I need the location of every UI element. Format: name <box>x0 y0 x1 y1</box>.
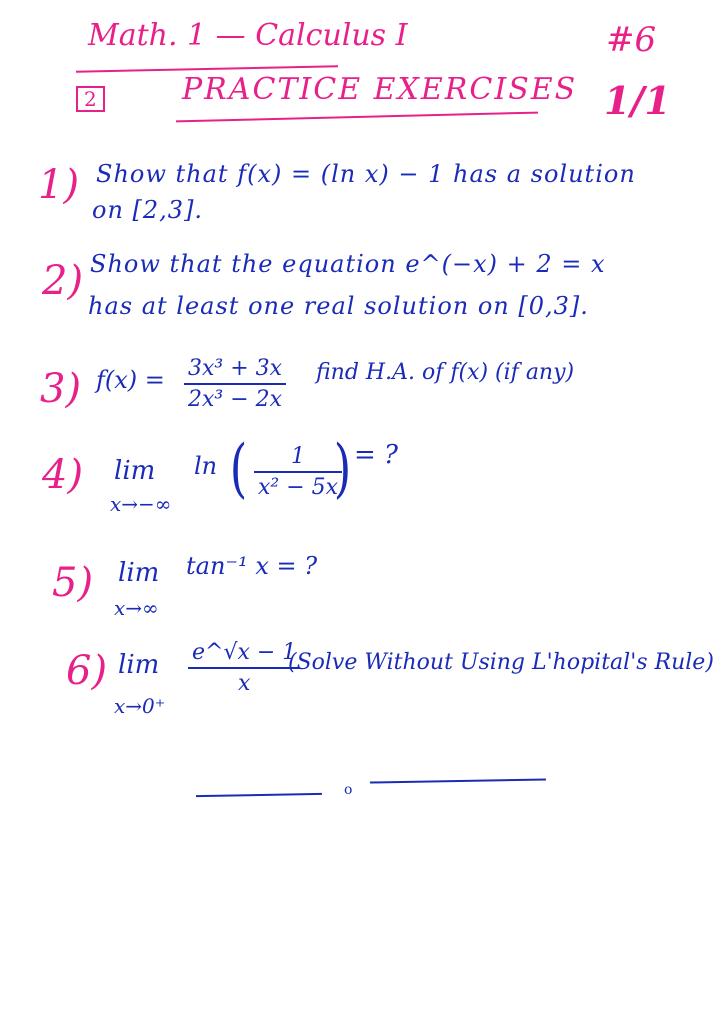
question-6-denominator: x <box>237 671 251 696</box>
question-3-number: 3) <box>40 366 82 412</box>
question-5-expression: tan⁻¹ x = ? <box>186 552 318 580</box>
question-6-fraction <box>188 640 300 696</box>
footer-divider-dot: o <box>344 782 353 798</box>
question-3-lhs: f(x) = <box>96 366 165 394</box>
question-4-denominator: x² − 5x <box>258 475 339 500</box>
left-parenthesis: ( <box>229 432 248 506</box>
question-3-numerator: 3x³ + 3x <box>188 356 283 381</box>
fraction-bar <box>184 383 286 385</box>
question-4-function: ln <box>194 452 218 480</box>
question-6-lim: lim <box>118 650 160 680</box>
footer-divider-left <box>196 793 322 797</box>
footer-divider-right <box>370 778 546 783</box>
question-6-limit-subscript: x→0⁺ <box>114 694 166 718</box>
page-title: PRACTICE EXERCISES <box>182 72 578 107</box>
fraction-bar <box>188 667 300 669</box>
question-4-fraction <box>254 444 342 500</box>
question-3-fraction <box>184 356 286 412</box>
exercise-number: #6 <box>606 20 657 60</box>
question-6-numerator: e^√x − 1 <box>192 640 297 665</box>
fraction-bar <box>254 471 342 473</box>
question-1-number: 1) <box>38 162 80 208</box>
question-1-text-line-2: on [2,3]. <box>92 196 204 224</box>
question-4-tail: = ? <box>354 440 398 470</box>
question-3-instruction: find H.A. of f(x) (if any) <box>316 360 575 385</box>
question-2-text-line-1: Show that the equation e^(−x) + 2 = x <box>90 250 606 278</box>
question-5-limit-subscript: x→∞ <box>114 596 159 620</box>
question-5-lim: lim <box>118 558 160 588</box>
question-1-text-line-1: Show that f(x) = (ln x) − 1 has a solution <box>96 160 636 188</box>
question-4-lim: lim <box>114 456 156 486</box>
title-underline <box>176 112 538 123</box>
box-number: 2 <box>76 86 105 112</box>
question-5-number: 5) <box>52 560 94 606</box>
course-title: Math. 1 — Calculus I <box>88 18 408 53</box>
question-2-number: 2) <box>42 258 84 304</box>
right-parenthesis: ) <box>333 432 352 506</box>
page-indicator: 1/1 <box>604 78 671 123</box>
question-4-numerator: 1 <box>291 444 306 469</box>
question-2-text-line-2: has at least one real solution on [0,3]. <box>88 292 589 320</box>
question-6-note: (Solve Without Using L'hopital's Rule) <box>288 650 714 675</box>
question-6-number: 6) <box>66 648 108 694</box>
question-4-limit-subscript: x→−∞ <box>110 492 172 516</box>
question-4-number: 4) <box>42 452 84 498</box>
question-3-denominator: 2x³ − 2x <box>188 387 283 412</box>
